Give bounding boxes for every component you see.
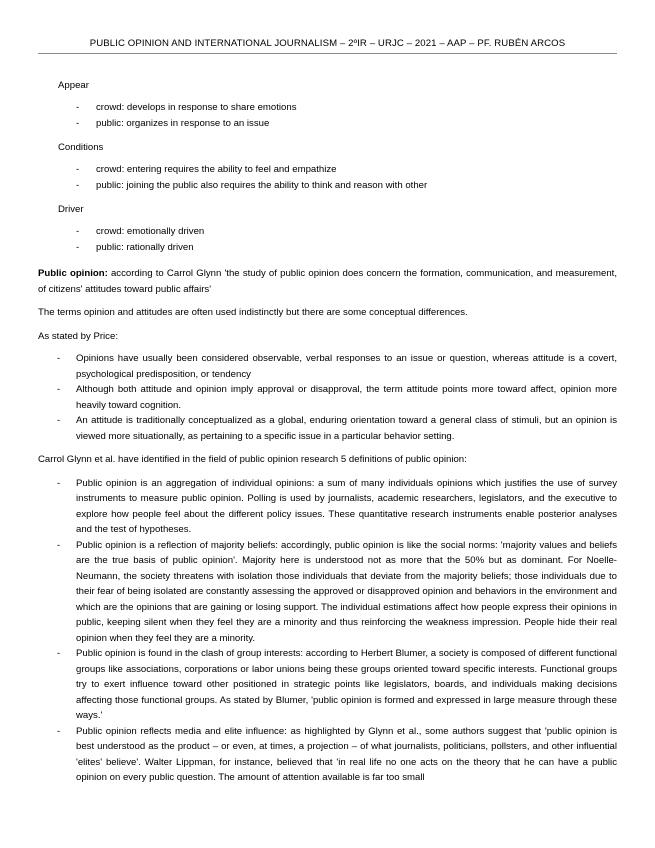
comparison-label: Conditions xyxy=(58,142,104,153)
list-item: - Public opinion reflects media and elite influence: as highlighted by Glynn et al., some authors suggest that 'public opinion is best understood as the product – or even, at times, a projection – of what journalists, politicians, pollsters, and other influential 'elites' believe'. Walter Lippman, for instance, believed that 'in real life no one acts on the theory that he can have a public opinion on every public question. The amount of attention available is far too small xyxy=(57,725,617,783)
list-item: - crowd: develops in response to share emotions xyxy=(76,102,297,113)
paragraph-price: As stated by Price: xyxy=(38,330,118,342)
running-header: PUBLIC OPINION AND INTERNATIONAL JOURNALISM – 2ºIR – URJC – 2021 – AAP – PF. RUBÉN ARCOS xyxy=(89,38,566,49)
price-list xyxy=(38,351,617,444)
comparison-label: Driver xyxy=(58,204,84,215)
list-item: - Opinions have usually been considered observable, verbal responses to an issue or question, whereas attitude is a covert, psychological predisposition, or tendency xyxy=(57,353,617,380)
list-item: - Public opinion is a reflection of majority beliefs: accordingly, public opinion is like the social norms: 'majority values and beliefs are the true basis of public opinion'. Majority here is understood not as more that the 50% but as dominant. For Noelle-Neumann, the society threatens with isolation those individuals that deviate from the majority beliefs; those individuals due to their fear of being isolated are constantly assessing the approved or disapproved opinion and behaviors in the environment and which are the opinions that are gaining or losing support. The individual estimations affect how people express their opinions in public, keeping silent when they feel they are a minority and thus reinforcing the weakness impression. People hide their real opinion when they feel they are a minority. xyxy=(57,539,617,644)
list-item: - public: organizes in response to an issue xyxy=(76,117,270,129)
header-divider xyxy=(38,53,617,54)
list-item: - An attitude is traditionally conceptualized as a global, enduring orientation toward a general class of stimuli, but an opinion is viewed more situationally, as pertaining to a specific issue in a particular behavior setting. xyxy=(57,415,617,442)
list-item: - crowd: entering requires the ability to feel and empathize xyxy=(76,164,337,175)
list-item: - Public opinion is found in the clash of group interests: according to Herbert Blumer, a society is composed of different functional groups like associations, corporations or labor unions being these groups oriented toward specific interests. Functional groups try to exert influence toward other positioned in strategic points like legislators, boards, and individuals making decisions affecting those functional groups. As stated by Blumer, 'public opinion is formed and expressed in large measure through these ways.' xyxy=(57,648,617,721)
definition-paragraph: Public opinion: according to Carrol Glynn 'the study of public opinion does concern the formation, communication, and measurement, of citizens' attitudes toward public affairs' xyxy=(38,268,617,295)
list-item: - crowd: emotionally driven xyxy=(76,226,205,237)
definition-term: Public opinion: xyxy=(38,268,108,279)
paragraph-glynn: Carrol Glynn et al. have identified in the field of public opinion research 5 definitions of public opinion: xyxy=(38,454,467,465)
list-item: - Although both attitude and opinion imply approval or disapproval, the term attitude points more toward affect, opinion more heavily toward cognition. xyxy=(57,384,617,411)
list-item: - public: joining the public also requires the ability to think and reason with other xyxy=(76,179,428,191)
comparison-label: Appear xyxy=(58,80,89,91)
paragraph-terms: The terms opinion and attitudes are often used indistinctly but there are some conceptual differences. xyxy=(38,307,468,318)
list-item: - public: rationally driven xyxy=(76,241,194,253)
document-body xyxy=(38,78,617,786)
list-item: - Public opinion is an aggregation of individual opinions: a sum of many individuals opinions which justifies the use of survey instruments to measure public opinion. Polling is used by journalists, academic researchers, legislators, and the executive to explore how people feel about the different policy issues. These quantitative research instruments enable posterior analyses and the test of hypotheses. xyxy=(57,477,617,535)
definitions-list xyxy=(38,476,617,786)
